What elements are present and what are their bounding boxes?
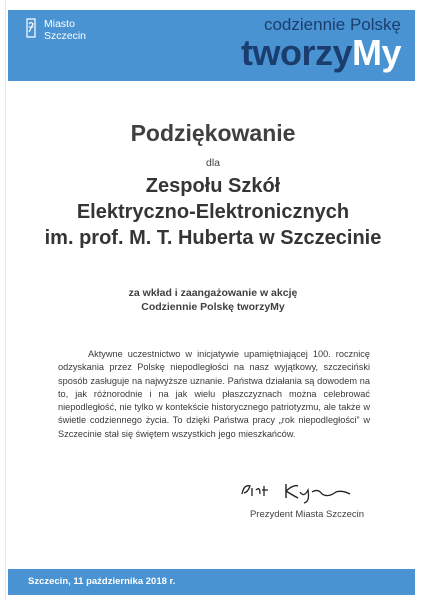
award-reason-line-1: za wkład i zaangażowanie w akcję xyxy=(128,287,298,299)
place-and-date: Szczecin, 11 października 2018 r. xyxy=(28,576,176,587)
logo-line-2: Szczecin xyxy=(44,30,87,42)
recipient-line-3: im. prof. M. T. Huberta w Szczecinie xyxy=(44,227,382,249)
logo-line-1: Miasto xyxy=(44,18,75,30)
campaign-brand-wordmark xyxy=(241,33,401,73)
for-label: dla xyxy=(205,157,220,169)
certificate-title: Podziękowanie xyxy=(130,120,296,146)
recipient-line-2: Elektryczno-Elektronicznych xyxy=(76,201,350,223)
recipient-name xyxy=(0,173,426,251)
campaign-brand-top: codziennie Polskę xyxy=(263,15,401,34)
handwritten-signature xyxy=(238,476,358,504)
body-paragraph: Aktywne uczestnictwo w inicjatywie upamiętniającej 100. rocznicę odzyskania przez Polskę niepodległości na nasz wyjątkowy, szczeciński sposób zasługuje na najwyższe uznanie. Państwa działania są dowodem na to, jak różnorodnie i na jak wielu płaszczyznach można celebrować niepodległość, nie tylko w kontekście historycznego patriotyzmu, ale także w świetle codziennego życia. To dzięki Państwa pracy „rok niepodległości” w Szczecinie stał się świętem wszystkich jego mieszkańców. xyxy=(58,349,370,439)
signer-title-text: Prezydent Miasta Szczecin xyxy=(249,509,364,520)
city-logo-text xyxy=(44,18,86,42)
city-logo-icon xyxy=(26,18,36,38)
header-band xyxy=(8,10,415,81)
recipient-line-1: Zespołu Szkół xyxy=(145,175,281,197)
award-reason-line-2: Codziennie Polskę tworzyMy xyxy=(141,301,285,313)
brand-wordmark-light: My xyxy=(351,32,401,73)
brand-wordmark-dark: tworzy xyxy=(240,32,352,73)
award-reason xyxy=(0,286,426,314)
footer-band xyxy=(8,569,415,595)
